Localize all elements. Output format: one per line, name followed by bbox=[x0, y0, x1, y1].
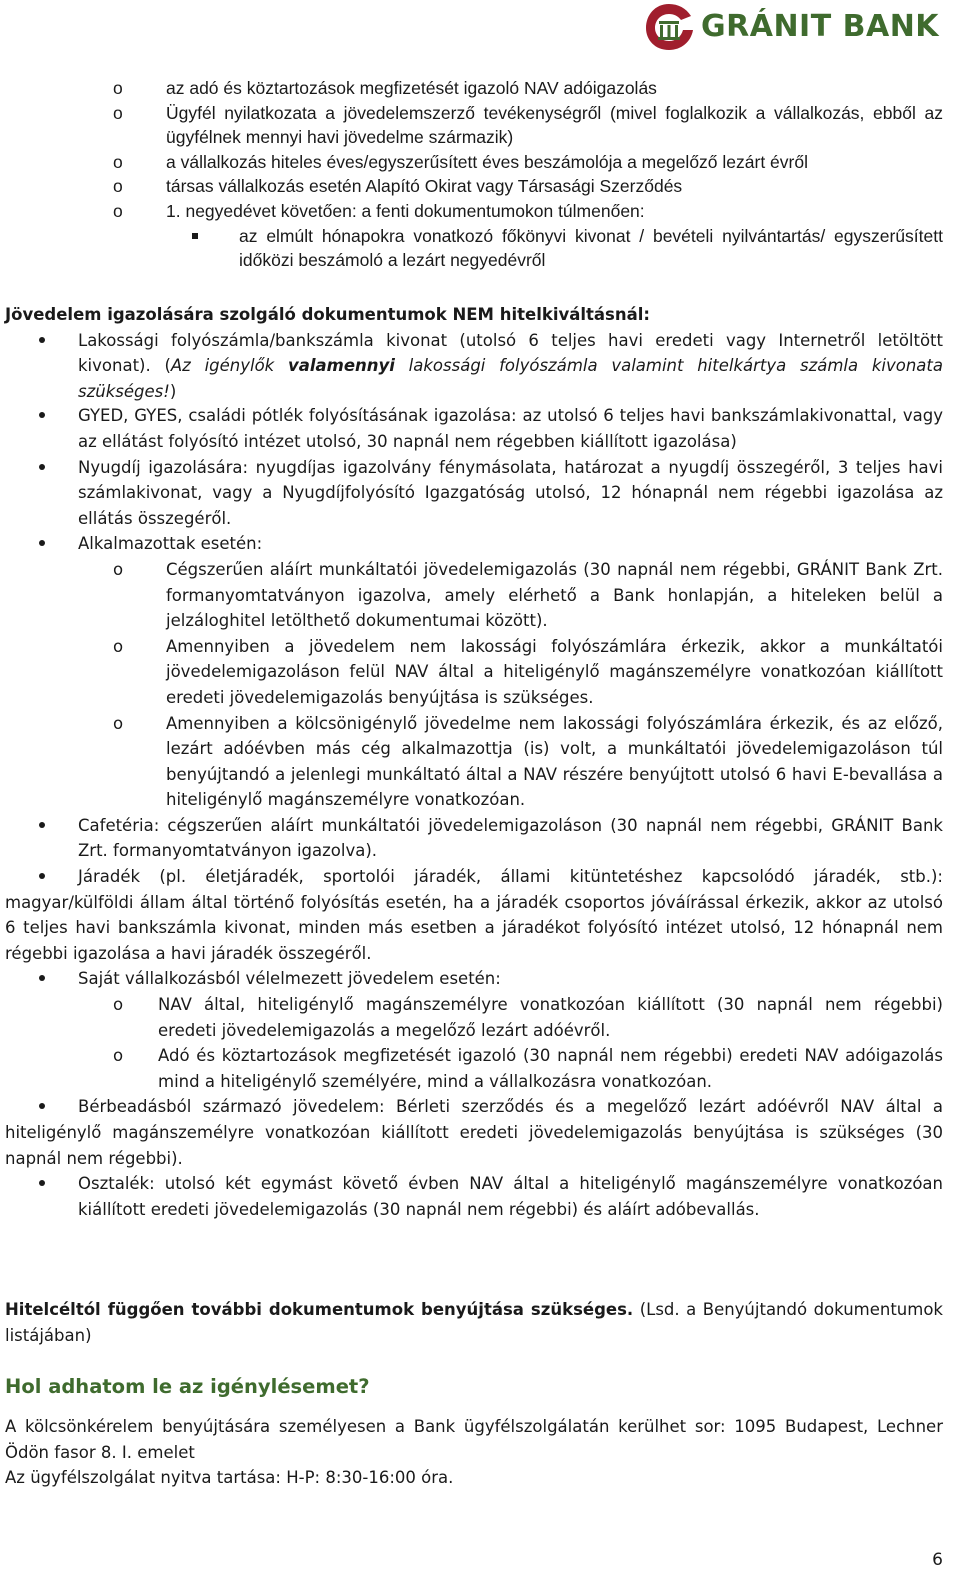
section-heading: Jövedelem igazolására szolgáló dokumentumok NEM hitelkiváltásnál: bbox=[5, 305, 651, 324]
opening-hours: Az ügyfélszolgálat nyitva tartása: H-P: 8:30-16:00 óra. bbox=[5, 1468, 454, 1488]
page-number: 6 bbox=[932, 1550, 943, 1570]
bullet-icon bbox=[39, 1094, 45, 1120]
list-item: o a vállalkozás hiteles éves/egyszerűsített éves beszámolója a megelőző lezárt évről bbox=[5, 150, 943, 175]
circle-bullet-icon: o bbox=[113, 176, 123, 197]
list-subitem: o NAV által, hiteligénylő magánszemélyre vonatkozóan kiállított (30 napnál nem régebbi) eredeti jövedelemigazolás a megelőző lezárt adóévről. bbox=[5, 992, 943, 1043]
bullet-icon bbox=[39, 328, 45, 354]
list-item: Alkalmazottak esetén: bbox=[5, 531, 943, 557]
list-item: Nyugdíj igazolására: nyugdíjas igazolvány fénymásolata, határozat a nyugdíj összegéről, 3 teljes havi számlakivonat, vagy a Nyugdíjfolyósító Igazgatóság utolsó, 12 hónapnál nem régebbi igazolása az ellátás összegéről. bbox=[5, 455, 943, 532]
list-subitem: o Amennyiben a jövedelem nem lakossági folyószámlára érkezik, akkor a munkáltatói jövedelemigazoláson felül NAV által a hiteligénylő magánszemélyre vonatkozóan kiállított eredeti jövedelemigazolás benyújtása is szükséges. bbox=[5, 634, 943, 711]
bullet-icon bbox=[39, 1171, 45, 1197]
circle-bullet-icon: o bbox=[113, 995, 124, 1015]
bullet-icon bbox=[39, 403, 45, 429]
bullet-icon bbox=[39, 531, 45, 557]
circle-bullet-icon: o bbox=[113, 78, 123, 98]
address-paragraph: A kölcsönkérelem benyújtására személyesen a Bank ügyfélszolgálatán kerülhet sor: 1095 Budapest, Lechner Ödön fasor 8. I. emelet Az ügyfélszolgálat nyitva tartása: H-P: 8:30-16:00 óra. bbox=[5, 1414, 943, 1491]
bullet-icon bbox=[39, 455, 45, 481]
circle-bullet-icon: o bbox=[113, 713, 124, 733]
top-list bbox=[5, 76, 943, 273]
bullet-icon bbox=[39, 813, 45, 839]
where-to-apply-section bbox=[5, 1374, 943, 1400]
list-item: Bérbeadásból származó jövedelem: Bérleti szerződés és a megelőző lezárt adóévről NAV által a hiteligénylő magánszemélyre vonatkozóan kiállított eredeti jövedelemigazolás benyújtása is szükséges (30 napnál nem régebbi). bbox=[5, 1094, 943, 1171]
list-item: o 1. negyedévet követően: a fenti dokumentumokon túlmenően: bbox=[5, 199, 943, 224]
granit-bank-logo bbox=[643, 2, 939, 52]
list-item: o társas vállalkozás esetén Alapító Okirat vagy Társasági Szerződés bbox=[5, 174, 943, 199]
section-heading: Hol adhatom le az igénylésemet? bbox=[5, 1375, 370, 1398]
list-subitem: az elmúlt hónapokra vonatkozó főkönyvi kivonat / bevételi nyilvántartás/ egyszerűsített időközi beszámoló a lezárt negyedévről bbox=[5, 224, 943, 273]
circle-bullet-icon: o bbox=[113, 559, 124, 579]
circle-bullet-icon: o bbox=[113, 636, 124, 656]
circle-bullet-icon: o bbox=[113, 200, 123, 221]
bullet-icon bbox=[39, 966, 45, 992]
list-item: GYED, GYES, családi pótlék folyósításának igazolása: az utolsó 6 teljes havi bankszámlakivonattal, vagy az ellátást folyósító intézet utolsó, 30 napnál nem régebben kiállított igazolása) bbox=[5, 403, 943, 454]
circle-bullet-icon: o bbox=[113, 151, 123, 172]
list-item: Járadék (pl. életjáradék, sportolói járadék, állami kitüntetéshez kapcsolódó járadék, stb.): magyar/külföldi állam által történő folyósítás esetén, ha a járadék csoportos jóváírással érkezik, akkor az utolsó 6 teljes havi bankszámla kivonat, minden más esetben a járadékot folyósító intézet utolsó, 12 hónapnál nem régebbi igazolása a havi járadék összegéről. bbox=[5, 864, 943, 966]
list-item: o az adó és köztartozások megfizetését igazoló NAV adóigazolás bbox=[5, 76, 943, 101]
list-item: Cafetéria: cégszerűen aláírt munkáltatói jövedelemigazoláson (30 napnál nem régebbi, GRÁNIT Bank Zrt. formanyomtatványon igazolva). bbox=[5, 813, 943, 864]
additional-docs-note: Hitelcéltól függően további dokumentumok benyújtása szükséges. (Lsd. a Benyújtandó dokumentumok listájában) bbox=[5, 1300, 943, 1345]
logo-text: GRÁNIT BANK bbox=[701, 9, 940, 45]
circle-bullet-icon: o bbox=[113, 102, 123, 123]
bullet-icon bbox=[39, 864, 45, 890]
granit-bank-emblem-icon bbox=[643, 2, 695, 52]
square-bullet-icon bbox=[192, 224, 198, 249]
list-subitem: o Amennyiben a kölcsönigénylő jövedelme nem lakossági folyószámlára érkezik, és az előző, lezárt adóévben más cég alkalmazottja (is) volt, a munkáltatói jövedelemigazoláson túl benyújtandó a jelenlegi munkáltató által a NAV részére benyújtott utolsó 6 havi E-bevallása a hiteligénylő magánszemélyre vonatkozóan. bbox=[5, 711, 943, 813]
list-subitem: o Adó és köztartozások megfizetését igazoló (30 napnál nem régebbi) eredeti NAV adóigazolás mind a hiteligénylő személyére, mind a vállalkozásra vonatkozóan. bbox=[5, 1043, 943, 1094]
list-item: Saját vállalkozásból vélelmezett jövedelem esetén: bbox=[5, 966, 943, 992]
circle-bullet-icon: o bbox=[113, 1046, 124, 1066]
list-subitem: o Cégszerűen aláírt munkáltatói jövedelemigazolás (30 napnál nem régebbi, GRÁNIT Bank Zrt. formanyomtatványon igazolva, amely elérhető a Bank honlapján, a hiteleken belül a jelzáloghitel letölthető dokumentumai között). bbox=[5, 557, 943, 634]
income-documents-section bbox=[5, 302, 943, 1222]
list-item: o Ügyfél nyilatkozata a jövedelemszerző tevékenységről (mivel foglalkozik a vállalkozás, ebből az ügyfélnek mennyi havi jövedelme származik) bbox=[113, 102, 943, 148]
list-item: Lakossági folyószámla/bankszámla kivonat (utolsó 6 teljes havi eredeti vagy Internetről letöltött kivonat). (Az igénylők valamennyi lakossági folyószámla valamint hitelkártya számla kivonata szükséges!) bbox=[5, 328, 943, 405]
list-item: Osztalék: utolsó két egymást követő évben NAV által a hiteligénylő magánszemélyre vonatkozóan kiállított eredeti jövedelemigazolás (30 napnál nem régebbi) és aláírt adóbevallás. bbox=[5, 1171, 943, 1222]
